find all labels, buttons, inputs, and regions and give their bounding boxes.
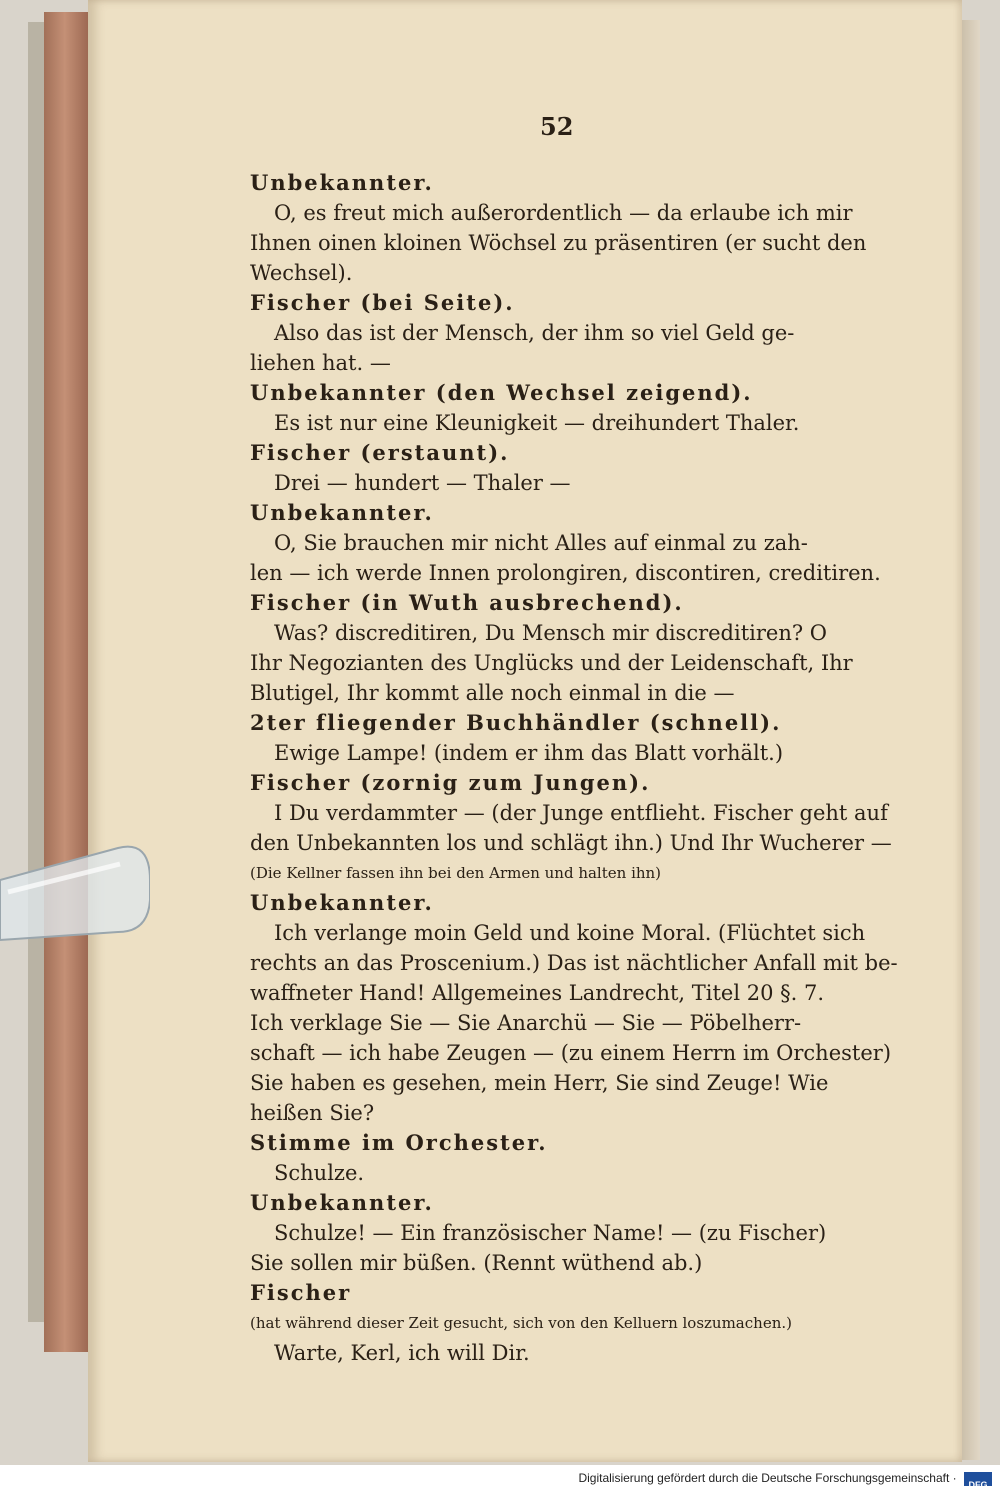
stage-direction: (hat während dieser Zeit gesucht, sich von den Kelluern loszumachen.) [250, 1314, 792, 1332]
text-line: Ewige Lampe! (indem er ihm das Blatt vorhält.) [274, 741, 784, 765]
text-line: waffneter Hand! Allgemeines Landrecht, Titel 20 §. 7. [250, 981, 825, 1005]
text-lines [250, 168, 900, 1368]
dfg-logo: DFG [964, 1472, 992, 1486]
text-line: Drei — hundert — Thaler — [274, 471, 571, 495]
speaker-heading: Fischer (bei Seite). [250, 290, 515, 315]
page-text [250, 108, 900, 1368]
text-line: rechts an das Proscenium.) Das ist nächtlicher Anfall mit be- [250, 951, 898, 975]
text-line: Warte, Kerl, ich will Dir. [274, 1341, 530, 1365]
text-line: den Unbekannten los und schlägt ihn.) Und Ihr Wucherer — [250, 831, 892, 855]
text-line: liehen hat. — [250, 351, 391, 375]
text-line: schaft — ich habe Zeugen — (zu einem Herrn im Orchester) [250, 1041, 892, 1065]
speaker-heading: Fischer (in Wuth ausbrechend). [250, 590, 684, 615]
stage-direction: (Die Kellner fassen ihn bei den Armen und halten ihn) [250, 864, 662, 882]
text-line: Sie haben es gesehen, mein Herr, Sie sind Zeuge! Wie [250, 1071, 829, 1095]
text-line: Es ist nur eine Kleunigkeit — dreihundert Thaler. [274, 411, 800, 435]
text-line: Ich verlange moin Geld und koine Moral. (Flüchtet sich [274, 921, 866, 945]
text-line: Ihnen oinen kloinen Wöchsel zu präsentiren (er sucht den [250, 231, 867, 255]
speaker-heading: Stimme im Orchester. [250, 1130, 548, 1155]
text-line: Also das ist der Mensch, der ihm so viel Geld ge- [274, 321, 795, 345]
text-line: O, es freut mich außerordentlich — da erlaube ich mir [274, 201, 853, 225]
speaker-heading: Fischer (erstaunt). [250, 440, 510, 465]
text-line: Was? discreditiren, Du Mensch mir discreditiren? O [274, 621, 828, 645]
text-line: Wechsel). [250, 261, 353, 285]
speaker-heading: Fischer (zornig zum Jungen). [250, 770, 651, 795]
speaker-heading: Unbekannter. [250, 890, 434, 915]
text-line: heißen Sie? [250, 1101, 375, 1125]
page-number: 52 [540, 112, 574, 141]
text-line: I Du verdammter — (der Junge entflieht. Fischer geht auf [274, 801, 888, 825]
speaker-heading: 2ter fliegender Buchhändler (schnell). [250, 710, 782, 735]
text-line: Sie sollen mir büßen. (Rennt wüthend ab.) [250, 1251, 703, 1275]
text-line: len — ich werde Innen prolongiren, discontiren, creditiren. [250, 561, 881, 585]
footer-credit: Digitalisierung gefördert durch die Deutsche Forschungsgemeinschaft [578, 1471, 950, 1485]
footer-bar [0, 1465, 1000, 1492]
speaker-heading: Fischer [250, 1280, 352, 1305]
text-line: Ihr Negozianten des Unglücks und der Leidenschaft, Ihr [250, 651, 853, 675]
text-line: Schulze! — Ein französischer Name! — (zu Fischer) [274, 1221, 827, 1245]
header-space [250, 108, 900, 168]
footer-separator: · [952, 1471, 957, 1485]
text-line: Ich verklage Sie — Sie Anarchü — Sie — Pöbelherr- [250, 1011, 802, 1035]
speaker-heading: Unbekannter (den Wechsel zeigend). [250, 380, 753, 405]
book-edge-right [960, 20, 980, 1460]
page-clamp-tool [0, 840, 150, 950]
speaker-heading: Unbekannter. [250, 170, 434, 195]
text-line: Blutigel, Ihr kommt alle noch einmal in die — [250, 681, 735, 705]
text-line: O, Sie brauchen mir nicht Alles auf einmal zu zah- [274, 531, 808, 555]
speaker-heading: Unbekannter. [250, 1190, 434, 1215]
book-cover-spine [44, 12, 90, 1352]
text-line: Schulze. [274, 1161, 365, 1185]
speaker-heading: Unbekannter. [250, 500, 434, 525]
